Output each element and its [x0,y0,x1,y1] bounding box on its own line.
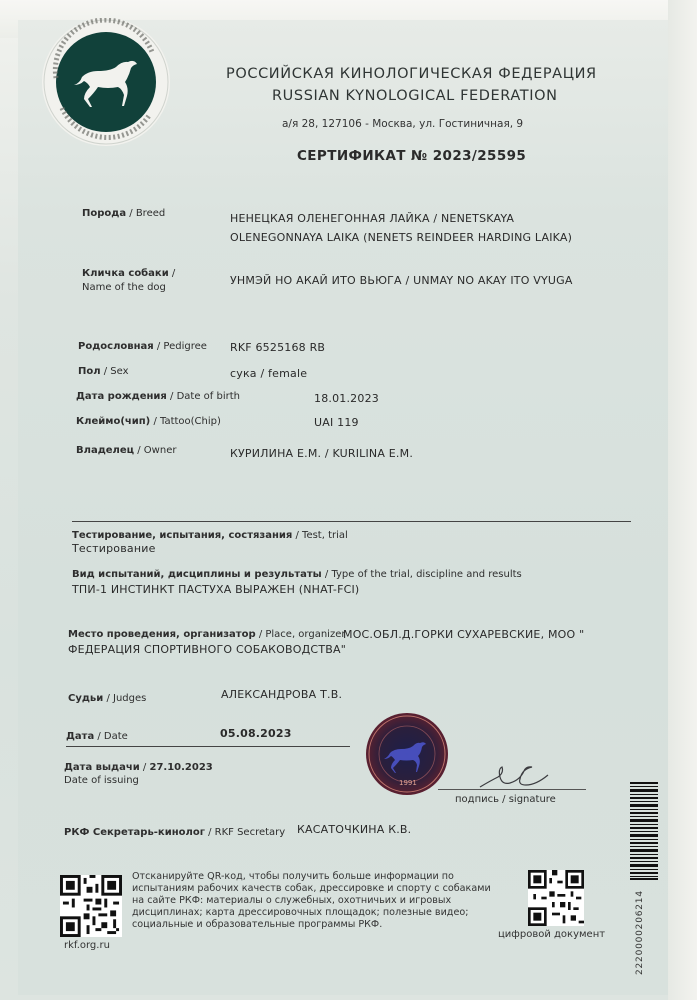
org-name-ru: РОССИЙСКАЯ КИНОЛОГИЧЕСКАЯ ФЕДЕРАЦИЯ [226,66,597,82]
breed-value-line2: OLENEGONNAYA LAIKA (NENETS REINDEER HARDING LAIKA) [230,231,573,244]
dob-value: 18.01.2023 [314,392,379,405]
judges-value: АЛЕКСАНДРОВА Т.В. [221,688,343,701]
test-label: Тестирование, испытания, состязания / Test, trial [72,530,348,541]
barcode-number: 2220000206214 [635,890,645,975]
barcode [630,782,658,880]
dog-name-label: Кличка собаки / [82,268,176,279]
seal-year: 1991 [399,779,417,787]
org-address: а/я 28, 127106 - Москва, ул. Гостиничная, 9 [282,118,524,130]
breed-label: Порода / Breed [82,208,166,219]
date-underline [66,746,350,747]
page-right-edge [668,0,697,1000]
signature-line [438,789,586,790]
qr-code-digital[interactable] [528,870,584,926]
judges-label: Судьи / Judges [68,693,147,704]
secretary-label: РКФ Секретарь-кинолог / RKF Secretary [64,827,286,838]
chip-label: Клеймо(чип) / Tattoo(Chip) [76,416,221,427]
date-label: Дата / Date [66,731,128,742]
sex-label: Пол / Sex [78,366,129,377]
qr-code-left[interactable] [60,875,122,937]
pedigree-value: RKF 6525168 RB [230,341,326,354]
certificate-title: СЕРТИФИКАТ № 2023/25595 [297,148,527,164]
pedigree-label: Родословная / Pedigree [78,341,207,352]
qr-description: Отсканируйте QR-код, чтобы получить больше информации по испытаниям рабочих качеств собак, дрессировке и спорту с собаками на сайте РКФ: материалы о служебных, охотничьих и игровых дисциплинах; карта дрессировочных площадок; полезные видео; социальные и образовательные программы РКФ. [132,871,491,930]
place-value-line1: МОС.ОБЛ.Д.ГОРКИ СУХАРЕВСКИЕ, МОО " [343,628,585,641]
chip-value: UAI 119 [314,416,359,429]
owner-value: КУРИЛИНА Е.М. / KURILINA E.M. [230,447,414,460]
rkf-hologram-seal [366,713,448,795]
trial-kind-label: Вид испытаний, дисциплины и результаты / Type of the trial, discipline and results [72,569,522,580]
site-link[interactable]: rkf.org.ru [64,940,110,951]
dog-name-value: УНМЭЙ НО АКАЙ ИТО ВЬЮГА / UNMAY NO AKAY ITO VYUGA [230,274,573,287]
place-label: Место проведения, организатор / Place, organizer [68,629,346,640]
rkf-logo-ring [42,18,170,146]
sex-value: сука / female [230,367,308,380]
certificate-sheet [18,20,670,995]
breed-value-line1: НЕНЕЦКАЯ ОЛЕНЕГОННАЯ ЛАЙКА / NENETSKAYA [230,212,515,225]
owner-label: Владелец / Owner [76,445,177,456]
place-value-line2: ФЕДЕРАЦИЯ СПОРТИВНОГО СОБАКОВОДСТВА" [68,643,346,656]
trial-kind-value: ТПИ-1 ИНСТИНКТ ПАСТУХА ВЫРАЖЕН (NHAT-FCI) [72,583,360,596]
test-value: Тестирование [72,542,156,555]
signature-label: подпись / signature [455,794,556,805]
divider-line [72,521,631,522]
org-name-en: RUSSIAN KYNOLOGICAL FEDERATION [272,88,558,104]
dog-name-label-en: Name of the dog [82,282,166,293]
digital-doc-label: цифровой документ [498,929,606,940]
issue-label-en: Date of issuing [64,775,139,786]
date-value: 05.08.2023 [220,727,292,740]
secretary-value: КАСАТОЧКИНА К.В. [297,823,412,836]
issue-label: Дата выдачи / 27.10.2023 [64,762,213,773]
rkf-logo [42,18,170,146]
dob-label: Дата рождения / Date of birth [76,391,240,402]
